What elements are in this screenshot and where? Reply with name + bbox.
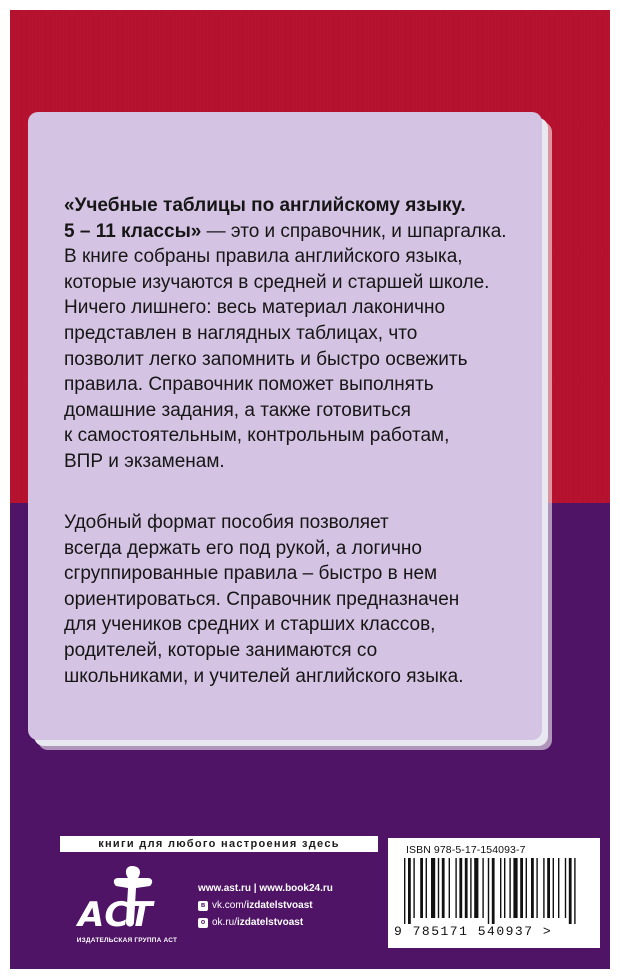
barcode-bar — [553, 858, 554, 918]
description-line: для учеников средних и старших классов, — [64, 614, 436, 636]
barcode-bar — [426, 858, 427, 918]
footer-tagline: книги для любого настроения здесь — [60, 836, 378, 852]
barcode-bar — [543, 858, 544, 918]
description-line: домашние задания, а также готовиться — [64, 399, 411, 421]
barcode-bar — [536, 858, 537, 918]
description-line: Ничего лишнего: весь материал лаконично — [64, 297, 446, 319]
description-line: которые изучаются в средней и старшей школе. — [64, 271, 490, 293]
ok-handle: izdatelstvoast — [237, 917, 304, 928]
logo-caption: ИЗДАТЕЛЬСКАЯ ГРУППА АСТ — [76, 937, 178, 944]
barcode-image — [400, 858, 590, 924]
description-line: всегда держать его под рукой, а логично — [64, 537, 422, 559]
description-line: к самостоятельным, контрольным работам, — [64, 425, 450, 447]
vk-icon: в — [198, 901, 208, 911]
websites-row — [198, 880, 333, 897]
ast-logo-text: АСТ — [78, 895, 153, 935]
description-line: представлен в наглядных таблицах, что — [64, 322, 418, 344]
barcode-bar — [442, 858, 445, 918]
barcode-bar — [420, 858, 423, 918]
barcode-bar — [558, 858, 559, 918]
barcode-bar — [431, 858, 435, 918]
description-paragraph-2 — [64, 510, 534, 689]
barcode-block — [388, 838, 600, 948]
barcode-bar — [569, 858, 572, 924]
barcode-bar — [408, 858, 411, 924]
barcode-bar — [404, 858, 405, 924]
barcode-bar — [459, 858, 462, 918]
barcode-bar — [413, 858, 414, 918]
description-line: правила. Справочник поможет выполнять — [64, 374, 434, 396]
description-line: школьниками, и учителей английского языка. — [64, 665, 464, 687]
barcode-bar — [509, 858, 510, 918]
description-line: В книге собраны правила английского языка, — [64, 246, 463, 268]
description-line: позволит легко запомнить и быстро освежить — [64, 348, 468, 370]
description-line: ВПР и экзаменам. — [64, 450, 225, 472]
barcode-bar — [438, 858, 439, 918]
description-line: сгруппированные правила – быстро в нем — [64, 563, 438, 585]
barcode-bar — [574, 858, 575, 924]
isbn-number: ISBN 978-5-17-154093-7 — [406, 844, 526, 856]
description-line: ориентироваться. Справочник предназначен — [64, 588, 460, 610]
barcode-bar — [526, 858, 527, 918]
description-line: Удобный формат пособия позволяет — [64, 512, 389, 533]
vk-row[interactable] — [198, 897, 333, 914]
barcode-bar — [482, 858, 483, 918]
barcode-bar — [565, 858, 566, 918]
footer-links — [198, 880, 333, 931]
barcode-digits: 9 785171 540937 > — [394, 924, 553, 939]
ok-prefix: ok.ru/ — [212, 917, 238, 928]
barcode-bar — [513, 858, 517, 918]
barcode-bar — [474, 858, 478, 918]
barcode-bar — [470, 858, 471, 918]
barcode-bar — [492, 858, 495, 924]
ok-row[interactable] — [198, 914, 333, 931]
barcode-bar — [488, 858, 489, 924]
ok-icon: о — [198, 918, 208, 928]
barcode-bar — [455, 858, 456, 918]
description-title-line-2: 5 – 11 классы» — это и справочник, и шпаргалка. — [64, 220, 507, 242]
barcode-bar — [547, 858, 550, 918]
description-title-line: «Учебные таблицы по английскому языку. — [64, 195, 466, 216]
barcode-bar — [531, 858, 534, 918]
barcode-bar — [449, 858, 450, 918]
barcode-bar — [500, 858, 501, 918]
description-line: родителей, которые занимаются со — [64, 639, 378, 661]
barcode-bar — [520, 858, 523, 918]
description-paragraph-1 — [64, 193, 534, 475]
barcode-bar — [504, 858, 505, 918]
vk-handle: izdatelstvoast — [246, 900, 313, 911]
websites-text[interactable]: www.ast.ru | www.book24.ru — [198, 883, 333, 894]
barcode-bar — [465, 858, 468, 918]
vk-prefix: vk.com/ — [212, 900, 247, 911]
